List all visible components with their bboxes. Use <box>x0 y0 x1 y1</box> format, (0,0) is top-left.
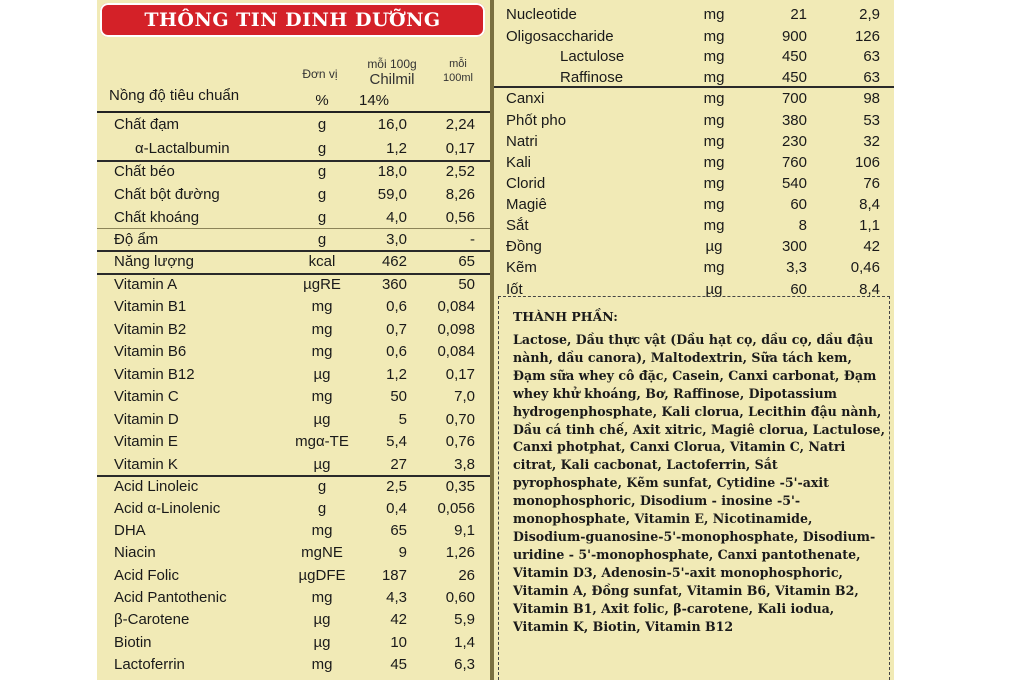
value-per-100ml: 9,1 <box>454 522 475 539</box>
value-per-100g: 10 <box>390 634 407 651</box>
nutrient-row <box>97 542 490 564</box>
value-per-100g: 4,0 <box>386 209 407 226</box>
nutrient-name: Niacin <box>114 544 156 561</box>
row-separator <box>97 228 490 229</box>
nutrient-row <box>97 409 490 431</box>
nutrient-unit: g <box>317 140 327 157</box>
nutrient-name: Vitamin C <box>114 388 179 405</box>
nutrient-unit: mg <box>703 196 725 213</box>
value-per-100g: 0,4 <box>386 500 407 517</box>
nutrient-unit: kcal <box>308 253 336 270</box>
value-per-100g: 3,3 <box>786 259 807 276</box>
nutrient-unit: g <box>317 478 327 495</box>
value-per-100g: 900 <box>781 28 807 45</box>
nutrient-unit: mg <box>311 656 333 673</box>
nutrient-name: Acid Linoleic <box>114 478 199 495</box>
nutrient-row <box>97 161 490 183</box>
value-per-100g: 5,4 <box>386 433 407 450</box>
value-per-100ml: 7,0 <box>454 388 475 405</box>
nutrient-unit: mg <box>703 259 725 276</box>
value-per-100g: 45 <box>390 656 407 673</box>
ingredients-text: Lactose, Dầu thực vật (Dầu hạt cọ, dầu cọ, dầu đậu nành, dầu canora), Maltodextrin, Sữa tách kem, Đạm sữa whey cô đặc, Casein, Canxi carbonat, Đạm whey khử khoáng, Bơ, Raffinose, Dipotassium hydrogenphosphate, Kali clorua, Lecithin đậu nành, Dầu cá tinh chế, Axit xitric, Magiê clorua, Lactulose, Canxi photphat, Canxi Clorua, Vitamin C, Natri citrat, Kali cacbonat, Lactoferrin, Sắt pyrophosphate, Kẽm sunfat, Cytidine -5'-axit monophosphoric, Disodium - inosine -5'-monophosphate, Vitamin E, Nicotinamide, Disodium-guanosine-5'-monophosphate, Disodium-uridine - 5'-monophosphate, Canxi pantothenate, Vitamin D3, Adenosin-5'-axit monophosphoric, Vitamin A, Đồng sunfat, Vitamin B6, Vitamin B2, Vitamin B1, Axit folic, β-carotene, Kali iodua, Vitamin K, Biotin, Vitamin B12 <box>513 332 885 634</box>
value-per-100ml: 76 <box>863 175 880 192</box>
nutrient-row <box>494 236 894 258</box>
nutrient-row <box>494 257 894 279</box>
header-per100ml-1: mỗi <box>449 58 467 70</box>
value-per-100g: 230 <box>781 133 807 150</box>
value-per-100ml: 2,24 <box>445 116 475 133</box>
value-per-100g: 50 <box>390 388 407 405</box>
nutrient-unit: g <box>317 500 327 517</box>
nutrient-row <box>97 184 490 206</box>
value-per-100g: 3,0 <box>386 231 407 248</box>
nutrient-name: Chất bột đường <box>114 186 220 203</box>
value-per-100g: 21 <box>790 6 807 23</box>
value-per-100ml: 63 <box>863 69 880 86</box>
value-per-100g: 5 <box>398 411 407 428</box>
nutrient-unit: mg <box>311 321 333 338</box>
value-per-100ml: 0,084 <box>437 298 475 315</box>
nutrient-name: Biotin <box>114 634 152 651</box>
value-per-100g: 1,2 <box>386 366 407 383</box>
nutrient-row <box>494 26 894 48</box>
value-per-100g: 360 <box>381 276 407 293</box>
nutrient-unit: µgDFE <box>298 567 346 584</box>
nutrient-unit: mg <box>703 154 725 171</box>
nutrient-name: Chất khoáng <box>114 209 200 226</box>
value-per-100ml: 106 <box>854 154 880 171</box>
nutrient-unit: mg <box>311 522 333 539</box>
nutrient-unit: mg <box>311 589 333 606</box>
value-per-100ml: 50 <box>458 276 475 293</box>
nutrient-name: Clorid <box>506 175 546 192</box>
nutrient-name: Vitamin D <box>114 411 179 428</box>
nutrient-unit: mg <box>703 175 725 192</box>
value-per-100ml: 98 <box>863 90 880 107</box>
nutrient-unit: mgα-TE <box>295 433 349 450</box>
nutrition-table-right <box>494 0 894 680</box>
nutrient-name: Kẽm <box>506 259 537 276</box>
nutrient-unit: µg <box>705 238 723 255</box>
standard-value: 14% <box>359 92 390 109</box>
value-per-100ml: 3,8 <box>454 456 475 473</box>
nutrient-unit: g <box>317 163 327 180</box>
nutrient-name: Vitamin B6 <box>114 343 187 360</box>
value-per-100g: 4,3 <box>386 589 407 606</box>
nutrient-row <box>97 386 490 408</box>
value-per-100g: 700 <box>781 90 807 107</box>
nutrient-name: Kali <box>506 154 532 171</box>
nutrient-row <box>97 229 490 251</box>
nutrient-row <box>97 274 490 296</box>
value-per-100ml: 26 <box>458 567 475 584</box>
nutrient-unit: µg <box>313 634 331 651</box>
nutrient-unit: µg <box>705 281 723 298</box>
nutrient-unit: µg <box>313 611 331 628</box>
nutrient-row <box>97 319 490 341</box>
value-per-100g: 8 <box>798 217 807 234</box>
value-per-100g: 27 <box>390 456 407 473</box>
nutrient-unit: mg <box>311 343 333 360</box>
nutrient-row <box>97 609 490 631</box>
standard-label: Nồng độ tiêu chuẩn <box>109 87 240 104</box>
value-per-100ml: 0,60 <box>445 589 475 606</box>
nutrient-unit: mg <box>703 112 725 129</box>
nutrient-row <box>97 251 490 273</box>
value-per-100g: 59,0 <box>377 186 407 203</box>
nutrient-name: Vitamin A <box>114 276 178 293</box>
value-per-100ml: - <box>470 231 475 248</box>
nutrient-name: Vitamin B1 <box>114 298 187 315</box>
nutrient-name: Acid α-Linolenic <box>114 500 221 517</box>
nutrient-row <box>494 110 894 132</box>
value-per-100g: 42 <box>390 611 407 628</box>
nutrient-row <box>97 138 490 160</box>
header-unit: Đơn vị <box>302 67 338 81</box>
value-per-100g: 540 <box>781 175 807 192</box>
section-separator <box>97 475 490 477</box>
value-per-100g: 450 <box>781 69 807 86</box>
nutrient-row <box>97 296 490 318</box>
value-per-100ml: 1,4 <box>454 634 475 651</box>
value-per-100ml: 53 <box>863 112 880 129</box>
nutrient-row <box>494 194 894 216</box>
nutrient-unit: µg <box>313 411 331 428</box>
value-per-100ml: 0,70 <box>445 411 475 428</box>
header-per100g-1: mỗi 100g <box>367 57 417 71</box>
value-per-100ml: 8,4 <box>859 281 880 298</box>
nutrient-row <box>97 498 490 520</box>
nutrient-row <box>97 341 490 363</box>
nutrient-name: Đồng <box>506 238 542 255</box>
nutrient-row <box>494 46 894 68</box>
nutrient-unit: µg <box>313 366 331 383</box>
value-per-100ml: 0,46 <box>850 259 880 276</box>
nutrient-row <box>97 431 490 453</box>
value-per-100g: 1,2 <box>386 140 407 157</box>
nutrient-row <box>97 520 490 542</box>
nutrient-name: Lactoferrin <box>114 656 185 673</box>
value-per-100g: 380 <box>781 112 807 129</box>
nutrient-unit: µg <box>313 456 331 473</box>
value-per-100g: 9 <box>398 544 407 561</box>
value-per-100ml: 8,4 <box>859 196 880 213</box>
nutrient-name: α-Lactalbumin <box>135 140 230 157</box>
value-per-100ml: 0,76 <box>445 433 475 450</box>
nutrient-name: Độ ẩm <box>114 231 159 248</box>
nutrient-row <box>97 587 490 609</box>
nutrient-name: Oligosaccharide <box>506 28 614 45</box>
value-per-100ml: 5,9 <box>454 611 475 628</box>
value-per-100ml: 1,1 <box>859 217 880 234</box>
nutrient-name: Sắt <box>506 217 529 234</box>
nutrient-row <box>97 114 490 136</box>
nutrient-unit: mg <box>311 298 333 315</box>
value-per-100g: 0,7 <box>386 321 407 338</box>
value-per-100ml: 0,35 <box>445 478 475 495</box>
nutrient-name: Vitamin E <box>114 433 178 450</box>
header-per100ml-2: 100ml <box>443 72 473 84</box>
ingredients-box <box>498 296 890 680</box>
value-per-100ml: 2,52 <box>445 163 475 180</box>
nutrient-row <box>97 207 490 229</box>
header-per100g-2: Chilmil <box>369 71 415 88</box>
nutrient-name: Canxi <box>506 90 545 107</box>
nutrient-unit: g <box>317 209 327 226</box>
nutrient-unit: mg <box>311 388 333 405</box>
nutrient-name: Vitamin B2 <box>114 321 187 338</box>
nutrient-unit: mg <box>703 133 725 150</box>
nutrient-row <box>97 454 490 476</box>
nutrient-unit: mgNE <box>301 544 343 561</box>
header-divider <box>97 111 490 113</box>
nutrient-name: Raffinose <box>560 69 624 86</box>
nutrient-row <box>97 632 490 654</box>
value-per-100ml: 0,084 <box>437 343 475 360</box>
value-per-100ml: 0,17 <box>445 140 475 157</box>
value-per-100ml: 8,26 <box>445 186 475 203</box>
value-per-100g: 60 <box>790 196 807 213</box>
nutrient-name: Lactulose <box>560 48 625 65</box>
nutrient-unit: mg <box>703 217 725 234</box>
value-per-100ml: 2,9 <box>859 6 880 23</box>
nutrient-row <box>494 88 894 110</box>
nutrient-unit: g <box>317 186 327 203</box>
value-per-100ml: 1,26 <box>445 544 475 561</box>
value-per-100g: 65 <box>390 522 407 539</box>
value-per-100ml: 65 <box>458 253 475 270</box>
value-per-100ml: 63 <box>863 48 880 65</box>
nutrient-row <box>494 4 894 26</box>
value-per-100g: 760 <box>781 154 807 171</box>
nutrient-row <box>494 173 894 195</box>
value-per-100g: 16,0 <box>377 116 407 133</box>
nutrient-row <box>97 476 490 498</box>
value-per-100ml: 126 <box>854 28 880 45</box>
value-per-100g: 60 <box>790 281 807 298</box>
nutrient-unit: mg <box>703 69 725 86</box>
value-per-100ml: 0,056 <box>437 500 475 517</box>
nutrient-name: Acid Pantothenic <box>114 589 227 606</box>
nutrient-name: Phốt pho <box>506 112 567 129</box>
value-per-100ml: 6,3 <box>454 656 475 673</box>
nutrient-name: β-Carotene <box>114 611 190 628</box>
nutrient-unit: mg <box>703 28 725 45</box>
nutrient-unit: mg <box>703 90 725 107</box>
nutrient-unit: mg <box>703 48 725 65</box>
value-per-100g: 0,6 <box>386 298 407 315</box>
value-per-100g: 0,6 <box>386 343 407 360</box>
nutrient-name: Chất đạm <box>114 116 180 133</box>
nutrient-row <box>494 152 894 174</box>
nutrient-name: Chất béo <box>114 163 175 180</box>
nutrient-unit: g <box>317 116 327 133</box>
section-separator <box>97 160 490 162</box>
nutrient-name: Năng lượng <box>114 253 194 270</box>
value-per-100g: 187 <box>381 567 407 584</box>
value-per-100ml: 0,56 <box>445 209 475 226</box>
nutrient-name: Iốt <box>506 281 523 298</box>
nutrient-row <box>97 364 490 386</box>
nutrient-unit: g <box>317 231 327 248</box>
nutrient-name: Vitamin B12 <box>114 366 195 383</box>
value-per-100g: 300 <box>781 238 807 255</box>
nutrient-name: Vitamin K <box>114 456 178 473</box>
nutrient-unit: µgRE <box>303 276 341 293</box>
title-badge <box>100 3 485 37</box>
value-per-100ml: 0,098 <box>437 321 475 338</box>
value-per-100g: 18,0 <box>377 163 407 180</box>
nutrient-row <box>97 654 490 676</box>
nutrient-name: Nucleotide <box>506 6 577 23</box>
nutrient-row <box>97 565 490 587</box>
nutrient-row <box>494 131 894 153</box>
ingredients-title: THÀNH PHẦN: <box>513 309 618 324</box>
value-per-100ml: 0,17 <box>445 366 475 383</box>
nutrient-name: Acid Folic <box>114 567 180 584</box>
nutrient-name: Natri <box>506 133 538 150</box>
nutrient-name: DHA <box>114 522 146 539</box>
value-per-100ml: 42 <box>863 238 880 255</box>
standard-unit: % <box>315 92 329 109</box>
nutrition-title: THÔNG TIN DINH DƯỠNG <box>144 9 441 31</box>
nutrition-table-left <box>97 0 490 680</box>
section-separator <box>494 86 894 88</box>
section-separator <box>97 273 490 275</box>
nutrient-name: Magiê <box>506 196 547 213</box>
value-per-100ml: 32 <box>863 133 880 150</box>
nutrient-row <box>494 215 894 237</box>
nutrient-unit: mg <box>703 6 725 23</box>
value-per-100g: 2,5 <box>386 478 407 495</box>
value-per-100g: 450 <box>781 48 807 65</box>
value-per-100g: 462 <box>381 253 407 270</box>
section-separator <box>97 250 490 252</box>
